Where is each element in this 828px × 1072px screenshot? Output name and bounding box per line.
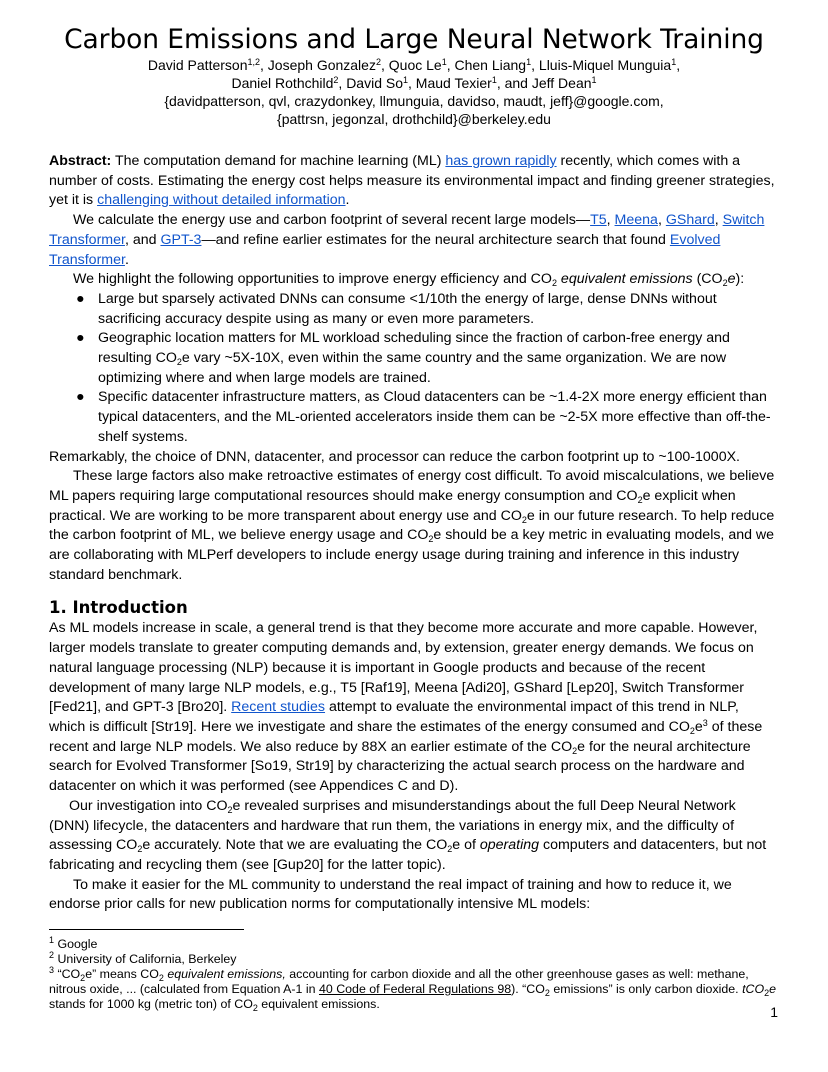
text-run: Specific datacenter infrastructure matters, as Cloud datacenters can be ~1.4-2X more energy efficient than typical datacenters, and the ML-oriented accelerators inside them can be ~2-5X more effective than off-the-shelf systems. xyxy=(98,389,771,445)
footnote-number: 2 xyxy=(49,950,55,961)
subscript: 2 xyxy=(689,725,695,736)
text-run: We highlight the following opportunities to improve energy efficiency and CO xyxy=(73,271,552,288)
link-gshard[interactable]: GShard xyxy=(665,212,715,229)
link-recent-studies[interactable]: Recent studies xyxy=(231,699,326,716)
affiliation-mark: 2 xyxy=(375,57,381,67)
author-list xyxy=(49,56,779,92)
author-line-1 xyxy=(49,56,779,74)
author-name: , Maud Texier xyxy=(408,75,492,91)
subscript: 2 xyxy=(521,514,527,525)
subscript: 2 xyxy=(544,988,550,999)
subscript: 2 xyxy=(764,988,770,999)
text-run: . xyxy=(124,251,129,268)
text-run: e” means CO xyxy=(85,967,159,982)
link-evolved-transformer[interactable]: Evolved Transformer xyxy=(49,231,721,268)
subscript: 2 xyxy=(158,973,164,984)
author-name: , Lluis-Miquel Munguia xyxy=(531,57,672,73)
text-run: e xyxy=(727,271,736,288)
text-run: operating xyxy=(479,837,540,854)
text-run: Google xyxy=(54,937,98,952)
text-run: attempt to evaluate the environmental impact of this trend in NLP, which is difficult [Str19]. Here we investigate and share the estimates of the energy consumed and CO xyxy=(49,699,739,735)
abstract-paragraph-5 xyxy=(49,467,779,585)
text-run: (CO xyxy=(692,271,723,288)
text-run: These large factors also make retroactive estimates of energy cost difficult. To avoid miscalculations, we believe ML papers requiring large computational resources should make energy consumption and CO xyxy=(49,468,775,504)
intro-paragraph-1 xyxy=(49,619,779,796)
affiliation-mark: 1 xyxy=(441,57,447,67)
text-run: As ML models increase in scale, a general trend is that they become more accurate and more capable. However, larger models translate to greater computing demands and, by extension, greater energy demands. We focus on natural language processing (NLP) because it is important in Google products and because of the recent development of many large NLP models, e.g., T5 [Raf19], Meena [Adi20], GShard [Lep20], Switch Transformer [Fed21], and GPT-3 [Bro20]. xyxy=(49,620,758,716)
text-run: , and xyxy=(124,231,161,248)
bullet-icon: ● xyxy=(76,389,85,406)
subscript: 2 xyxy=(447,844,453,855)
subscript: 2 xyxy=(176,357,182,368)
author-name: , Joseph Gonzalez xyxy=(260,57,376,73)
author-line-2 xyxy=(49,74,779,92)
footnote-number: 3 xyxy=(49,965,55,976)
text-run: . xyxy=(345,192,350,209)
affiliation-mark: 2 xyxy=(333,75,339,85)
subscript: 2 xyxy=(722,278,728,289)
affiliation-mark: 1 xyxy=(591,75,597,85)
author-name: , David So xyxy=(338,75,404,91)
footnote-ref[interactable]: 3 xyxy=(702,717,708,728)
bullet-icon: ● xyxy=(76,290,85,307)
link-gpt3[interactable]: GPT-3 xyxy=(160,231,202,248)
text-run: e xyxy=(769,982,777,997)
subscript: 2 xyxy=(252,1003,258,1014)
text-run: “CO xyxy=(54,967,81,982)
affiliation-mark: 1 xyxy=(491,75,497,85)
abstract-paragraph-2 xyxy=(49,211,779,270)
email-line-1: {davidpatterson, qvl, crazydonkey, llmunguia, davidso, maudt, jeff}@google.com, xyxy=(164,93,664,109)
text-run: computers and datacenters, but not fabricating and recycling them (see [Gup20] for the latter topic). xyxy=(49,837,767,873)
subscript: 2 xyxy=(428,534,434,545)
footnote-3 xyxy=(49,967,779,1012)
footnotes xyxy=(49,937,779,1012)
text-run: accounting for carbon dioxide and all the other greenhouse gases as well: methane, nitrous oxide, ... (calculated from Equation A-1 in xyxy=(49,967,749,997)
text-run: , xyxy=(714,212,723,229)
list-item xyxy=(49,290,779,329)
link-has-grown-rapidly[interactable]: has grown rapidly xyxy=(445,153,557,169)
text-run: e for the neural architecture search for Evolved Transformer [So19, Str19] by characterizing the actual search process on the hardware and datacenter on which it was performed (see Appendices C and D). xyxy=(49,738,751,795)
subscript: 2 xyxy=(80,973,86,984)
abstract-paragraph-4: Remarkably, the choice of DNN, datacenter, and processor can reduce the carbon footprint up to ~100-1000X. xyxy=(49,448,740,465)
list-item xyxy=(49,388,779,447)
text-run: equivalent emissions. xyxy=(257,997,380,1012)
intro-paragraph-2 xyxy=(49,797,779,876)
link-t5[interactable]: T5 xyxy=(590,212,607,229)
text-run: e of xyxy=(452,837,480,854)
text-run: CO xyxy=(745,982,765,997)
author-emails xyxy=(49,92,779,128)
intro-paragraph-3: To make it easier for the ML community to understand the real impact of training and how to reduce it, we endorse prior calls for new publication norms for computationally intensive ML models: xyxy=(49,876,732,913)
text-run: We calculate the energy use and carbon footprint of several recent large models— xyxy=(73,212,591,229)
text-run: Our investigation into CO xyxy=(69,797,228,814)
page-number: 1 xyxy=(770,1004,778,1020)
text-run: The computation demand for machine learning (ML) xyxy=(111,153,446,169)
footnote-number: 1 xyxy=(49,935,55,946)
footnote-divider xyxy=(49,929,244,930)
text-run: e xyxy=(694,718,703,735)
text-run: e vary ~5X-10X, even within the same country and the same organization. We are now optimizing where and when large models are trained. xyxy=(98,350,727,386)
author-name: David Patterson xyxy=(147,57,248,73)
text-run: recently, which comes with a number of costs. Estimating the energy cost helps measure its environmental impact and finding greener strategies, yet it is xyxy=(49,153,775,209)
abstract-paragraph-1 xyxy=(49,152,779,211)
bullet-list xyxy=(49,290,779,448)
paper-title: Carbon Emissions and Large Neural Network Training xyxy=(64,24,764,55)
subscript: 2 xyxy=(572,745,578,756)
author-name: Daniel Rothchild xyxy=(231,75,334,91)
text-run: University of California, Berkeley xyxy=(54,952,237,967)
subscript: 2 xyxy=(637,494,643,505)
link-challenging[interactable]: challenging without detailed information xyxy=(97,192,346,209)
link-meena[interactable]: Meena xyxy=(614,212,658,229)
abstract-label: Abstract: xyxy=(49,153,112,169)
text-run: e in our future research. To help reduce the carbon footprint of ML, we believe energy usage and CO xyxy=(49,507,775,544)
link-cfr[interactable]: 40 Code of Federal Regulations 98 xyxy=(318,982,512,997)
author-separator: , xyxy=(676,57,681,73)
subscript: 2 xyxy=(137,844,143,855)
text-run: of these recent and large NLP models. We also reduce by 88X an earlier estimate of the CO xyxy=(49,718,763,755)
text-run: e accurately. Note that we are evaluating the CO xyxy=(142,837,448,854)
text-run: e should be a key metric in evaluating models, and we are collaborating with MLPerf developers to include energy usage during training and inference in this industry standard benchmark. xyxy=(49,527,775,583)
affiliation-mark: 1,2 xyxy=(247,57,260,67)
footnote-1 xyxy=(49,937,779,952)
text-run: e explicit when practical. We are working to be more transparent about energy use and CO xyxy=(49,487,736,524)
link-switch-transformer[interactable]: Switch Transformer xyxy=(49,212,765,248)
affiliation-mark: 1 xyxy=(403,75,409,85)
author-name: , and Jeff Dean xyxy=(496,75,592,91)
text-run: ). “CO xyxy=(511,982,545,997)
text-run: e revealed surprises and misunderstandings about the full Deep Neural Network (DNN) lifecycle, the datacenters and hardware that run them, the variations in energy mix, and the difficulty of assessing CO xyxy=(49,797,736,854)
text-run: , xyxy=(606,212,615,229)
author-name: , Quoc Le xyxy=(380,57,442,73)
text-run: t xyxy=(742,982,746,997)
section-heading: 1. Introduction xyxy=(49,598,188,618)
text-run: Large but sparsely activated DNNs can consume <1/10th the energy of large, dense DNNs without sacrificing accuracy despite using as many or even more parameters. xyxy=(98,290,717,327)
text-run: —and refine earlier estimates for the neural architecture search that found xyxy=(201,231,670,248)
text-run: Geographic location matters for ML workload scheduling since the fraction of carbon-free energy and resulting CO xyxy=(98,330,730,367)
text-run: equivalent emissions xyxy=(556,271,693,288)
text-run: ): xyxy=(735,271,745,288)
text-run: stands for 1000 kg (metric ton) of CO xyxy=(49,997,253,1012)
author-name: , Chen Liang xyxy=(446,57,527,73)
footnote-2 xyxy=(49,952,779,967)
affiliation-mark: 1 xyxy=(526,57,532,67)
list-item xyxy=(49,329,779,388)
abstract-paragraph-3 xyxy=(49,270,779,290)
text-run: emissions” is only carbon dioxide. xyxy=(549,982,743,997)
paper-page xyxy=(49,24,779,1012)
email-line-2: {pattrsn, jegonzal, drothchild}@berkeley.edu xyxy=(277,111,551,127)
subscript: 2 xyxy=(227,804,233,815)
subscript: 2 xyxy=(551,278,557,289)
bullet-icon: ● xyxy=(76,330,85,347)
text-run: , xyxy=(657,212,666,229)
affiliation-mark: 1 xyxy=(671,57,677,67)
text-run: equivalent emissions, xyxy=(163,967,286,982)
